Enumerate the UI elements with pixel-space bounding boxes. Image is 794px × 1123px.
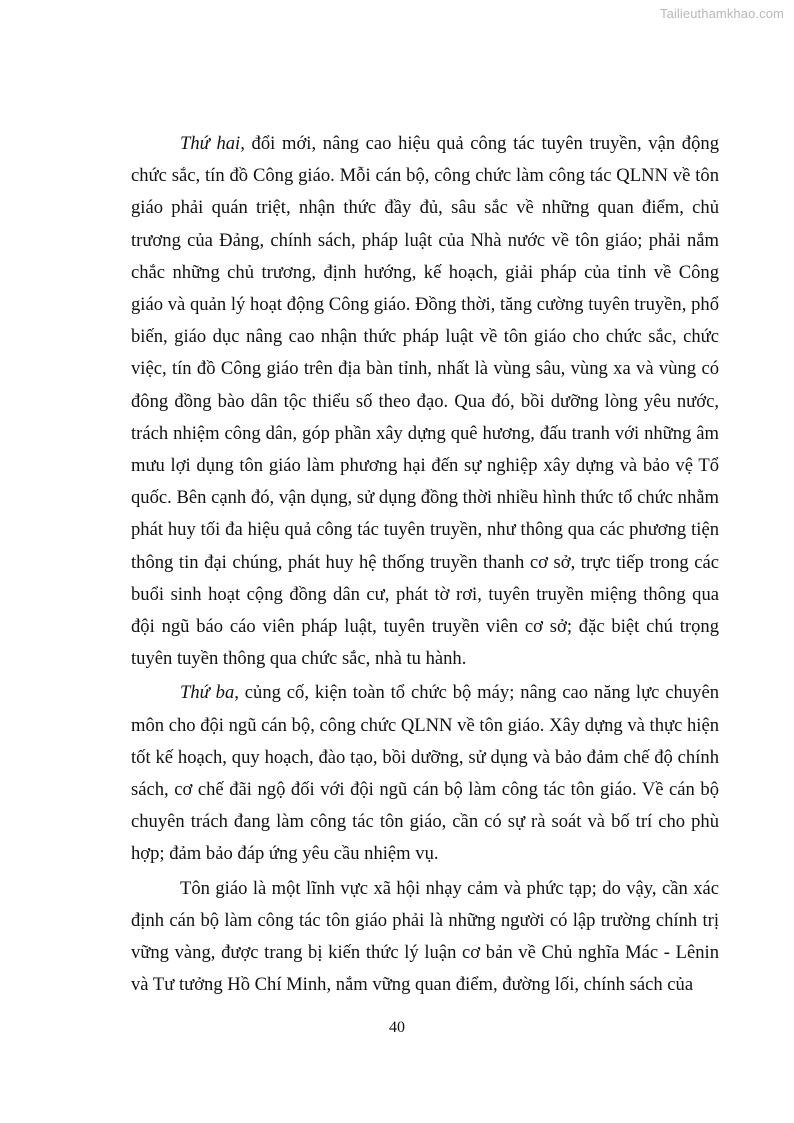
paragraph-lead: Thứ ba, bbox=[180, 682, 239, 704]
watermark: Tailieuthamkhao.com bbox=[659, 6, 784, 21]
paragraph-lead: Thứ hai, bbox=[180, 133, 245, 154]
page-number: 40 bbox=[389, 1019, 405, 1036]
paragraph-thu-hai bbox=[131, 128, 719, 675]
paragraph-text: Tôn giáo là một lĩnh vực xã hội nhạy cảm và phức tạp; do vậy, cần xác định cán bộ làm công tác tôn giáo phải là những người có lập trường chính trị vững vàng, được trang bị kiến thức lý luận cơ bản về Chủ nghĩa Mác - Lênin và Tư tưởng Hồ Chí Minh, nắm vững quan điểm, đường lối, chính sách của bbox=[131, 877, 719, 996]
paragraph-ton-giao bbox=[131, 873, 719, 1002]
paragraph-text: đổi mới, nâng cao hiệu quả công tác tuyên truyền, vận động chức sắc, tín đồ Công giáo. Mỗi cán bộ, công chức làm công tác QLNN về tôn giáo phải quán triệt, nhận thức đầy đủ, sâu sắc về những quan điểm, chủ trương của Đảng, chính sách, pháp luật của Nhà nước về tôn giáo; phải nắm chắc những chủ trương, định hướng, kế hoạch, giải pháp của tỉnh về Công giáo và quản lý hoạt động Công giáo. Đồng thời, tăng cường tuyên truyền, phổ biến, giáo dục nâng cao nhận thức pháp luật về tôn giáo cho chức sắc, chức việc, tín đồ Công giáo trên địa bàn tỉnh, nhất là vùng sâu, vùng xa và vùng có đông đồng bào dân tộc thiểu số theo đạo. Qua đó, bồi dưỡng lòng yêu nước, trách nhiệm công dân, góp phần xây dựng quê hương, đấu tranh với những âm mưu lợi dụng tôn giáo làm phương hại đến sự nghiệp xây dựng và bảo vệ Tổ quốc. Bên cạnh đó, vận dụng, sử dụng đồng thời nhiều hình thức tổ chức nhằm phát huy tối đa hiệu quả công tác tuyên truyền, như thông qua các phương tiện thông tin đại chúng, phát huy hệ thống truyền thanh cơ sở, trực tiếp trong các buổi sinh hoạt cộng đồng dân cư, phát tờ rơi, tuyên truyền miệng thông qua đội ngũ báo cáo viên pháp luật, tuyên truyền viên cơ sở; đặc biệt chú trọng tuyên tuyền thông qua chức sắc, nhà tu hành. bbox=[131, 133, 719, 670]
paragraph-text: củng cố, kiện toàn tổ chức bộ máy; nâng cao năng lực chuyên môn cho đội ngũ cán bộ, công chức QLNN về tôn giáo. Xây dựng và thực hiện tốt kế hoạch, quy hoạch, đào tạo, bồi dưỡng, sử dụng và bảo đảm chế độ chính sách, cơ chế đãi ngộ đối với đội ngũ cán bộ làm công tác tôn giáo. Về cán bộ chuyên trách đang làm công tác tôn giáo, cần có sự rà soát và bố trí cho phù hợp; đảm bảo đáp ứng yêu cầu nhiệm vụ. bbox=[131, 682, 719, 865]
paragraph-thu-ba bbox=[131, 677, 719, 870]
page-body bbox=[131, 128, 719, 1003]
